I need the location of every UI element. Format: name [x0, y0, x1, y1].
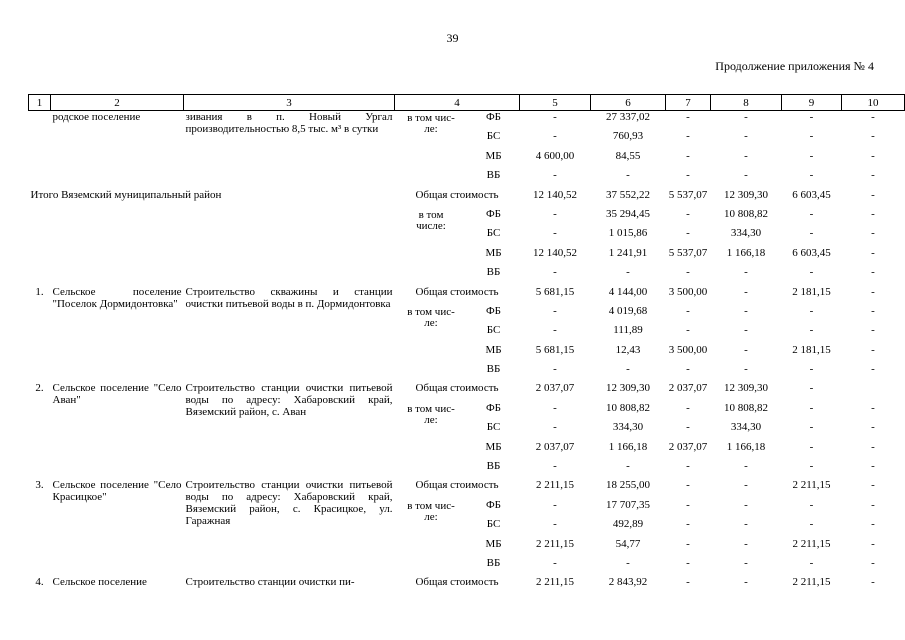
value-col-10: -	[871, 304, 875, 317]
total-cost-label: Общая стоимость	[415, 285, 499, 298]
funding-source: МБ	[485, 149, 502, 162]
value-col-9: -	[809, 401, 814, 414]
table-row	[29, 382, 905, 401]
value-col-10	[842, 382, 905, 401]
value-col-10: -	[871, 324, 875, 337]
in-total-text: в том чис- ле:	[407, 499, 455, 523]
value-col-8: -	[744, 556, 748, 569]
funding-source: ВБ	[486, 556, 501, 569]
value-col-6: 37 552,22	[606, 188, 650, 201]
value-col-8: 12 309,30	[724, 382, 768, 395]
value-col-7: -	[686, 266, 690, 279]
value-col-8: -	[744, 266, 748, 279]
value-col-7: 2 037,07	[668, 382, 708, 395]
value-col-7: -	[686, 130, 690, 143]
funding-source: ВБ	[486, 169, 501, 182]
value-col-9: -	[809, 556, 814, 569]
value-col-8: -	[744, 518, 748, 531]
value-col-8: 12 309,30	[724, 188, 768, 201]
in-total-label	[395, 111, 468, 189]
project-description: Строительство станции очистки пи-	[185, 576, 355, 589]
total-cost-label: Общая стоимость	[415, 576, 499, 589]
value-col-6: 84,55	[615, 149, 641, 162]
header-cell-2: 2	[51, 95, 184, 111]
funding-source: МБ	[485, 246, 502, 259]
project-description: Строительство станции очистки питьевой воды по адресу: Хабаровский край, Вяземский район, с. Аван	[185, 382, 393, 419]
row-number: 4.	[35, 576, 44, 589]
in-total-label	[395, 499, 468, 577]
value-col-8: -	[744, 479, 748, 492]
table-row	[29, 189, 905, 208]
value-col-5: 4 600,00	[535, 149, 575, 162]
value-col-5: 2 211,15	[535, 537, 575, 550]
value-col-5: 2 037,07	[535, 440, 575, 453]
value-col-5: -	[553, 556, 557, 569]
budget-table	[28, 94, 905, 596]
value-col-10: -	[871, 537, 875, 550]
value-col-7: 5 537,07	[668, 188, 708, 201]
value-col-7: -	[686, 576, 690, 589]
value-col-5: -	[553, 111, 557, 123]
value-col-7: 3 500,00	[668, 343, 708, 356]
header-cell-8: 8	[711, 95, 782, 111]
value-col-9: 6 603,45	[792, 246, 831, 259]
value-col-7: -	[686, 149, 690, 162]
value-col-7: -	[686, 401, 690, 414]
in-total-label	[395, 402, 468, 480]
value-col-9: 2 181,15	[792, 285, 831, 298]
value-col-7: 2 037,07	[668, 440, 708, 453]
value-col-9: -	[809, 460, 814, 473]
value-col-8: 10 808,82	[724, 207, 768, 220]
total-cost-label: Общая стоимость	[415, 479, 499, 492]
funding-source: МБ	[485, 343, 502, 356]
total-cost-label: Общая стоимость	[415, 188, 499, 201]
in-total-text: в том чис- ле:	[407, 402, 455, 426]
value-col-8: -	[744, 324, 748, 337]
value-col-9: -	[809, 169, 814, 182]
value-col-10: -	[871, 266, 875, 279]
value-col-10: -	[871, 479, 875, 492]
funding-source: ВБ	[486, 363, 501, 376]
value-col-8: 10 808,82	[724, 401, 768, 414]
value-col-5: 2 037,07	[535, 382, 575, 395]
value-col-7: -	[686, 556, 690, 569]
value-col-7: -	[686, 227, 690, 240]
value-col-8: -	[744, 363, 748, 376]
value-col-5: -	[553, 130, 557, 143]
funding-source: ВБ	[486, 266, 501, 279]
value-col-8: 1 166,18	[726, 246, 766, 259]
in-total-text: в том числе:	[416, 208, 446, 232]
row-number: 1.	[35, 285, 44, 298]
value-col-6: 111,89	[613, 324, 643, 337]
value-col-6: 1 015,86	[608, 227, 648, 240]
value-col-9: -	[809, 324, 814, 337]
header-cell-4: 4	[395, 95, 520, 111]
value-col-8: -	[744, 149, 748, 162]
value-col-8: 1 166,18	[726, 440, 766, 453]
value-col-7: -	[686, 498, 690, 511]
value-col-5: 2 211,15	[535, 479, 575, 492]
in-total-label	[395, 208, 468, 286]
funding-source: ВБ	[486, 460, 501, 473]
funding-source: ФБ	[485, 207, 501, 220]
funding-source: ФБ	[485, 304, 501, 317]
value-col-6: 18 255,00	[606, 479, 650, 492]
value-col-9: -	[809, 498, 814, 511]
funding-source: БС	[486, 130, 501, 143]
funding-source: БС	[486, 421, 501, 434]
table-row	[29, 111, 905, 131]
funding-source: МБ	[485, 440, 502, 453]
row-number: 2.	[35, 382, 44, 395]
value-col-5: -	[553, 304, 557, 317]
value-col-6: 492,89	[612, 518, 644, 531]
value-col-9: -	[809, 149, 814, 162]
header-cell-1: 1	[29, 95, 51, 111]
funding-source: ФБ	[485, 498, 501, 511]
value-col-7: -	[686, 169, 690, 182]
value-col-9: -	[809, 207, 814, 220]
project-description: зивания в п. Новый Ургал производительностью 8,5 тыс. м³ в сутки	[185, 111, 393, 135]
value-col-8: 334,30	[730, 227, 762, 240]
value-col-5: -	[553, 401, 557, 414]
value-col-7: 5 537,07	[668, 246, 708, 259]
continuation-title: Продолжение приложения № 4	[715, 59, 874, 73]
value-col-5: -	[553, 498, 557, 511]
value-col-6: 4 019,68	[608, 304, 648, 317]
value-col-9: -	[809, 111, 814, 123]
page-number: 39	[446, 31, 459, 45]
in-total-text: в том чис- ле:	[407, 112, 455, 135]
value-col-7: -	[686, 537, 690, 550]
settlement-name: Сельское поселение	[52, 576, 147, 589]
value-col-10: -	[871, 130, 875, 143]
value-col-9: 2 211,15	[792, 576, 831, 589]
value-col-10: -	[871, 401, 875, 414]
value-col-9: -	[809, 304, 814, 317]
project-description: Строительство скважины и станции очистки питьевой воды в п. Дормидонтовка	[185, 285, 393, 310]
value-col-9: -	[809, 440, 814, 453]
value-col-8: -	[744, 343, 748, 356]
value-col-6: 17 707,35	[606, 498, 650, 511]
value-col-9: -	[809, 382, 814, 395]
value-col-5: -	[553, 363, 557, 376]
value-col-8: -	[744, 498, 748, 511]
value-col-7: -	[686, 304, 690, 317]
value-col-9: 2 211,15	[792, 537, 831, 550]
settlement-name: Сельское поселение "Село Красицкое"	[52, 479, 182, 504]
value-col-7: -	[686, 518, 690, 531]
value-col-7: -	[686, 363, 690, 376]
value-col-6: 12,43	[615, 343, 641, 356]
settlement-name: Сельское поселение "Поселок Дормидонтовка"	[52, 285, 182, 310]
value-col-8: -	[744, 460, 748, 473]
value-col-10: -	[871, 343, 875, 356]
value-col-9: -	[809, 266, 814, 279]
value-col-6: 54,77	[615, 537, 641, 550]
value-col-5: -	[553, 266, 557, 279]
value-col-7: 3 500,00	[668, 285, 708, 298]
value-col-5: 5 681,15	[535, 285, 575, 298]
table-row	[29, 286, 905, 305]
table-row	[29, 576, 905, 595]
value-col-6: 1 241,91	[608, 246, 648, 259]
value-col-10: -	[871, 556, 875, 569]
value-col-9: 2 211,15	[792, 479, 831, 492]
value-col-10: -	[871, 498, 875, 511]
value-col-6: -	[626, 556, 630, 569]
value-col-6: 760,93	[612, 130, 644, 143]
district-total-label: Итого Вяземский муниципальный район	[30, 188, 222, 201]
value-col-10: -	[871, 169, 875, 182]
project-description: Строительство станции очистки питьевой воды по адресу: Хабаровский край, Вяземский район, с. Красицкое, ул. Гаражная	[185, 479, 393, 528]
value-col-5: -	[553, 460, 557, 473]
header-cell-9: 9	[782, 95, 842, 111]
value-col-6: 1 166,18	[608, 440, 648, 453]
settlement-name: Сельское поселение "Село Аван"	[52, 382, 182, 407]
value-col-6: 2 843,92	[608, 576, 648, 589]
header-cell-6: 6	[591, 95, 666, 111]
header-cell-5: 5	[520, 95, 591, 111]
value-col-9: -	[809, 363, 814, 376]
value-col-6: -	[626, 363, 630, 376]
value-col-10: -	[871, 285, 875, 298]
value-col-7: -	[686, 421, 690, 434]
value-col-8: -	[744, 169, 748, 182]
value-col-8: 334,30	[730, 421, 762, 434]
value-col-5: 5 681,15	[535, 343, 575, 356]
value-col-9: -	[809, 130, 814, 143]
value-col-10: -	[871, 460, 875, 473]
value-col-8: -	[744, 285, 748, 298]
value-col-10: -	[871, 421, 875, 434]
settlement-name: родское поселение	[52, 111, 141, 123]
in-total-label	[395, 305, 468, 383]
value-col-10: -	[871, 227, 875, 240]
value-col-7: -	[686, 324, 690, 337]
value-col-5: -	[553, 518, 557, 531]
value-col-10: -	[871, 440, 875, 453]
value-col-9: -	[809, 227, 814, 240]
table-row	[29, 479, 905, 498]
header-cell-7: 7	[666, 95, 711, 111]
value-col-10: -	[871, 246, 875, 259]
in-total-text: в том чис- ле:	[407, 305, 455, 329]
value-col-8: -	[744, 304, 748, 317]
value-col-8: -	[744, 111, 748, 123]
value-col-5: -	[553, 421, 557, 434]
value-col-9: -	[809, 518, 814, 531]
value-col-7: -	[686, 460, 690, 473]
value-col-6: 35 294,45	[606, 207, 650, 220]
value-col-5: -	[553, 207, 557, 220]
value-col-5: -	[553, 227, 557, 240]
value-col-5: 2 211,15	[535, 576, 575, 589]
total-cost-label: Общая стоимость	[415, 382, 499, 395]
row-number	[29, 111, 51, 189]
value-col-5: -	[553, 169, 557, 182]
table-body	[29, 95, 905, 596]
value-col-8: -	[744, 130, 748, 143]
value-col-7: -	[686, 479, 690, 492]
value-col-9: 6 603,45	[792, 188, 831, 201]
funding-source: ФБ	[485, 401, 501, 414]
value-col-7: -	[686, 111, 690, 123]
value-col-6: -	[626, 169, 630, 182]
value-col-10: -	[871, 111, 875, 123]
funding-source: ФБ	[485, 111, 501, 123]
header-row	[29, 95, 905, 111]
value-col-6: 27 337,02	[606, 111, 650, 123]
value-col-8: -	[744, 576, 748, 589]
value-col-6: 334,30	[612, 421, 644, 434]
value-col-9: 2 181,15	[792, 343, 831, 356]
value-col-7: -	[686, 207, 690, 220]
value-col-5: 12 140,52	[533, 188, 577, 201]
value-col-6: 4 144,00	[608, 285, 648, 298]
row-number: 3.	[35, 479, 44, 492]
value-col-10: -	[871, 363, 875, 376]
value-col-10: -	[871, 518, 875, 531]
value-col-5: 12 140,52	[533, 246, 577, 259]
value-col-6: 10 808,82	[606, 401, 650, 414]
value-col-10: -	[871, 576, 875, 589]
funding-source: БС	[486, 324, 501, 337]
value-col-6: -	[626, 460, 630, 473]
value-col-10: -	[871, 188, 875, 201]
funding-source: МБ	[485, 537, 502, 550]
value-col-5: -	[553, 324, 557, 337]
value-col-8: -	[744, 537, 748, 550]
header-cell-10: 10	[842, 95, 905, 111]
value-col-10: -	[871, 207, 875, 220]
header-cell-3: 3	[184, 95, 395, 111]
value-col-6: 12 309,30	[606, 382, 650, 395]
value-col-6: -	[626, 266, 630, 279]
value-col-10: -	[871, 149, 875, 162]
value-col-9: -	[809, 421, 814, 434]
funding-source: БС	[486, 518, 501, 531]
funding-source: БС	[486, 227, 501, 240]
